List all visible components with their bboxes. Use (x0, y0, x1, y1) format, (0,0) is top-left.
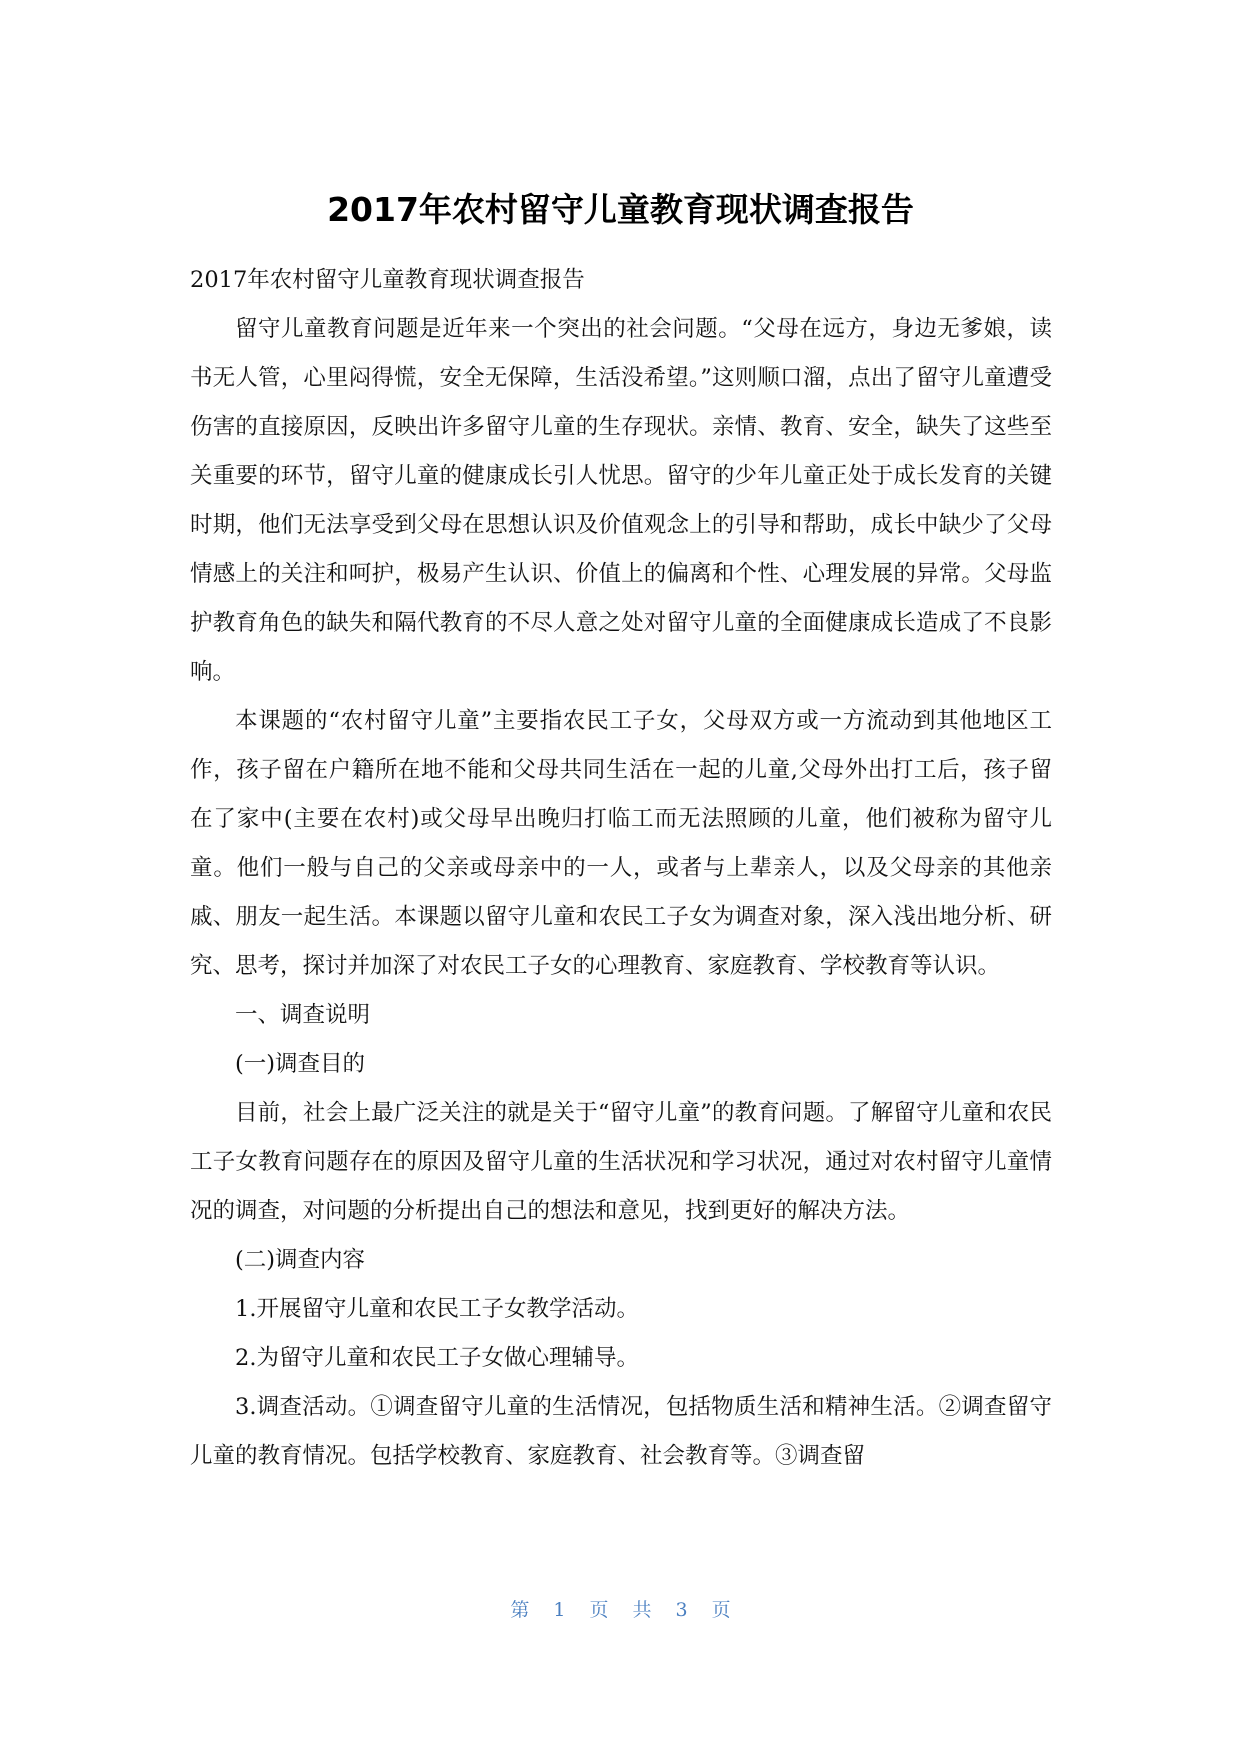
footer-word-ye-2: 页 (711, 1599, 731, 1621)
footer-word-ye: 页 (589, 1599, 609, 1621)
section-heading-survey-description: 一、调查说明 (235, 1002, 371, 1028)
footer-word-di: 第 (510, 1599, 530, 1621)
paragraph-subtitle: 2017年农村留守儿童教育现状调查报告 (190, 267, 585, 293)
footer-current-page: 1 (553, 1599, 566, 1621)
list-item-3: 3.调查活动。①调查留守儿童的生活情况，包括物质生活和精神生活。②调查留守儿童的教育情况。包括学校教育、家庭教育、社会教育等。③调查留 (190, 1394, 1052, 1469)
paragraph-purpose: 目前，社会上最广泛关注的就是关于“留守儿童”的教育问题。了解留守儿童和农民工子女教育问题存在的原因及留守儿童的生活状况和学习状况，通过对农村留守儿童情况的调查，对问题的分析提出自己的想法和意见，找到更好的解决方法。 (190, 1100, 1052, 1224)
list-item-1: 1.开展留守儿童和农民工子女教学活动。 (235, 1296, 639, 1322)
subsection-heading-purpose: (一)调查目的 (235, 1051, 366, 1077)
page-footer (0, 1596, 1241, 1624)
list-item-2: 2.为留守儿童和农民工子女做心理辅导。 (235, 1345, 639, 1371)
paragraph-definition: 本课题的“农村留守儿童”主要指农民工子女，父母双方或一方流动到其他地区工作，孩子留在户籍所在地不能和父母共同生活在一起的儿童,父母外出打工后，孩子留在了家中(主要在农村)或父母早出晚归打临工而无法照顾的儿童，他们被称为留守儿童。他们一般与自己的父亲或母亲中的一人，或者与上辈亲人，以及父母亲的其他亲戚、朋友一起生活。本课题以留守儿童和农民工子女为调查对象，深入浅出地分析、研究、思考，探讨并加深了对农民工子女的心理教育、家庭教育、学校教育等认识。 (190, 708, 1052, 979)
document-body (190, 256, 1052, 1481)
footer-word-gong: 共 (632, 1599, 652, 1621)
subsection-heading-content: (二)调查内容 (235, 1247, 366, 1273)
paragraph-intro: 留守儿童教育问题是近年来一个突出的社会问题。“父母在远方，身边无爹娘，读书无人管，心里闷得慌，安全无保障，生活没希望。”这则顺口溜，点出了留守儿童遭受伤害的直接原因，反映出许多留守儿童的生存现状。亲情、教育、安全，缺失了这些至关重要的环节，留守儿童的健康成长引人忧思。留守的少年儿童正处于成长发育的关键时期，他们无法享受到父母在思想认识及价值观念上的引导和帮助，成长中缺少了父母情感上的关注和呵护，极易产生认识、价值上的偏离和个性、心理发展的异常。父母监护教育角色的缺失和隔代教育的不尽人意之处对留守儿童的全面健康成长造成了不良影响。 (190, 316, 1052, 685)
document-title: 2017年农村留守儿童教育现状调查报告 (327, 190, 914, 229)
footer-total-pages: 3 (675, 1599, 688, 1621)
